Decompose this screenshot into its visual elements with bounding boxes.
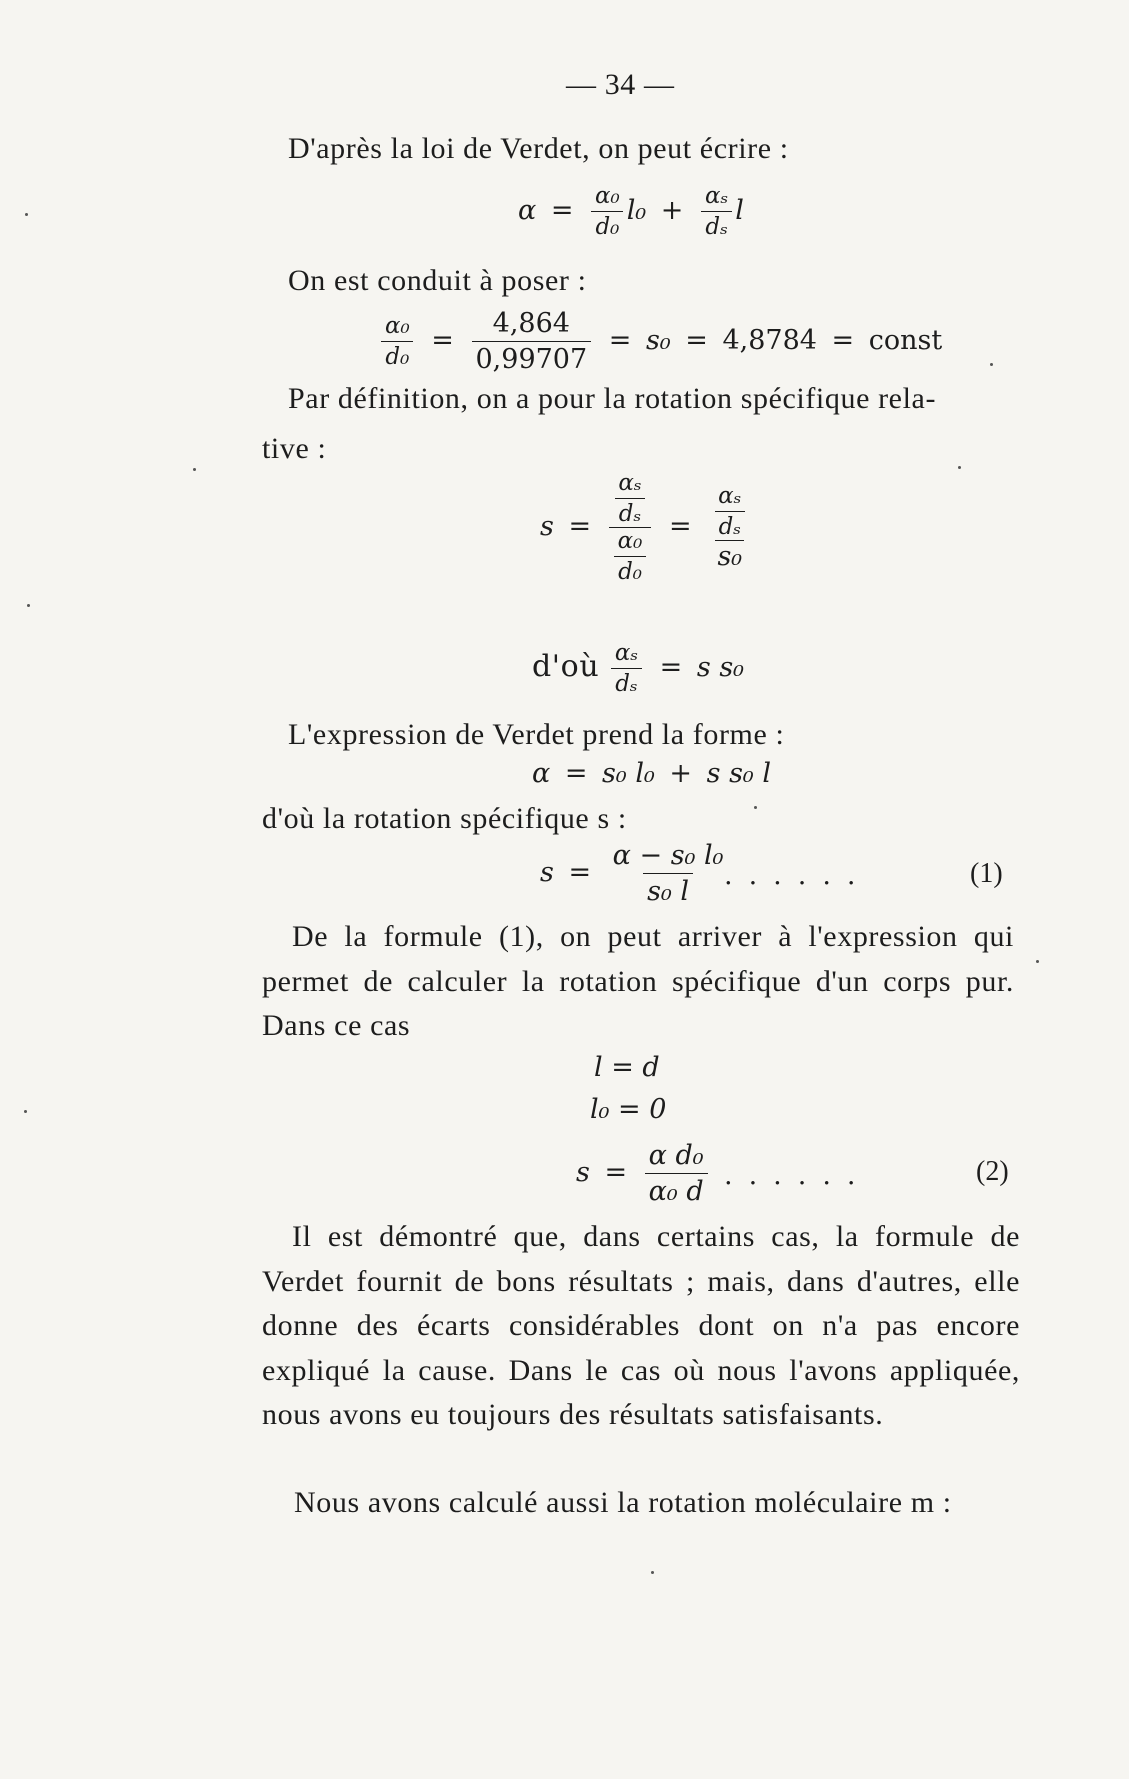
text-verdet-intro: D'après la loi de Verdet, on peut écrire :: [288, 132, 789, 165]
text-nous-avons-calcule: Nous avons calculé aussi la rotation moléculaire m :: [294, 1486, 952, 1519]
equation-verdet-form: α = s₀ l₀ + s s₀ l: [532, 758, 771, 789]
paper-speck: [990, 363, 993, 366]
fraction-eq1: $\frac{\text{α − s₀ l₀}}{\text{s₀ l}}$: [612, 840, 724, 907]
equation-number-2: (2): [976, 1156, 1009, 1187]
text-par-definition-2: tive :: [262, 432, 327, 465]
paragraph-il-est-demontre: Il est démontré que, dans certains cas, la formule de Verdet fournit de bons résultats ; mais, dans d'autres, elle donne des écarts considérables dont on n'a pas encore expliqué la cause. Dans le cas où nous l'avons appliquée, nous avons eu toujours des résultats satisfaisants.: [262, 1220, 1020, 1431]
fraction-compound-s0: $\frac{\frac{\text{αₛ}}{\text{dₛ}}}{\text{s₀}}$: [709, 483, 750, 572]
text-par-definition-1: Par définition, on a pour la rotation spécifique rela-: [288, 382, 937, 415]
leader-dots-2: ......: [724, 1160, 872, 1191]
equation-verdet-law: α = $\frac{\text{α₀}}{\text{d₀}}$ l₀ + $\frac{\text{αₛ}}{\text{dₛ}}$ l: [518, 183, 744, 240]
fraction-compound: $\frac{\frac{\text{αₛ}}{\text{dₛ}}}{\frac{\text{α₀}}{\text{d₀}}}$: [609, 470, 652, 585]
fraction-alphas-ds: $\frac{\text{αₛ}}{\text{dₛ}}$: [701, 183, 732, 240]
paper-speck: [651, 1571, 654, 1574]
text-dou-rotation: d'où la rotation spécifique s :: [262, 802, 627, 835]
text-expression-verdet: L'expression de Verdet prend la forme :: [288, 718, 785, 751]
page-number: — 34 —: [566, 68, 675, 101]
paper-speck: [958, 466, 961, 469]
text-conduit: On est conduit à poser :: [288, 264, 587, 297]
equation-1: s = $\frac{\text{α − s₀ l₀}}{\text{s₀ l}}$: [540, 840, 730, 907]
paper-speck: [25, 213, 28, 216]
fraction-numeric: $\frac{4,864}{0,99707}$: [472, 308, 592, 375]
paper-speck: [24, 1110, 27, 1113]
equation-2: s = $\frac{\text{α d₀}}{\text{α₀ d}}$: [576, 1140, 711, 1207]
fraction-eq2: $\frac{\text{α d₀}}{\text{α₀ d}}$: [645, 1140, 708, 1207]
paragraph-de-la-formule: De la formule (1), on peut arriver à l'expression qui permet de calculer la rotation spécifique d'un corps pur. Dans ce cas: [262, 920, 1014, 1042]
paper-speck: [27, 604, 30, 607]
fraction-alpha0-d0: $\frac{\text{α₀}}{\text{d₀}}$: [591, 183, 624, 240]
equation-specific-rotation-def: s = $\frac{\frac{\text{αₛ}}{\text{dₛ}}}{\frac{\text{α₀}}{\text{d₀}}}$ = $\frac{\frac{\text{αₛ}}{\text{dₛ}}}{\text{s₀}}$: [540, 470, 753, 585]
paper-speck: [193, 468, 196, 471]
leader-dots-1: ......: [724, 860, 872, 891]
paper-speck: [1036, 960, 1039, 963]
equation-s0-value: $\frac{\text{α₀}}{\text{d₀}}$ = $\frac{4,864}{0,99707}$ = s₀ = 4,8784 = const: [378, 308, 942, 375]
paper-speck: [754, 806, 757, 809]
equation-l0-eq-0: l₀ = 0: [590, 1094, 667, 1125]
fraction-alpha0-d0-b: $\frac{\text{α₀}}{\text{d₀}}$: [381, 313, 414, 370]
equation-dou: d'où $\frac{\text{αₛ}}{\text{dₛ}}$ = s s₀: [532, 640, 744, 697]
equation-number-1: (1): [970, 858, 1003, 889]
equation-l-eq-d: l = d: [594, 1052, 660, 1083]
